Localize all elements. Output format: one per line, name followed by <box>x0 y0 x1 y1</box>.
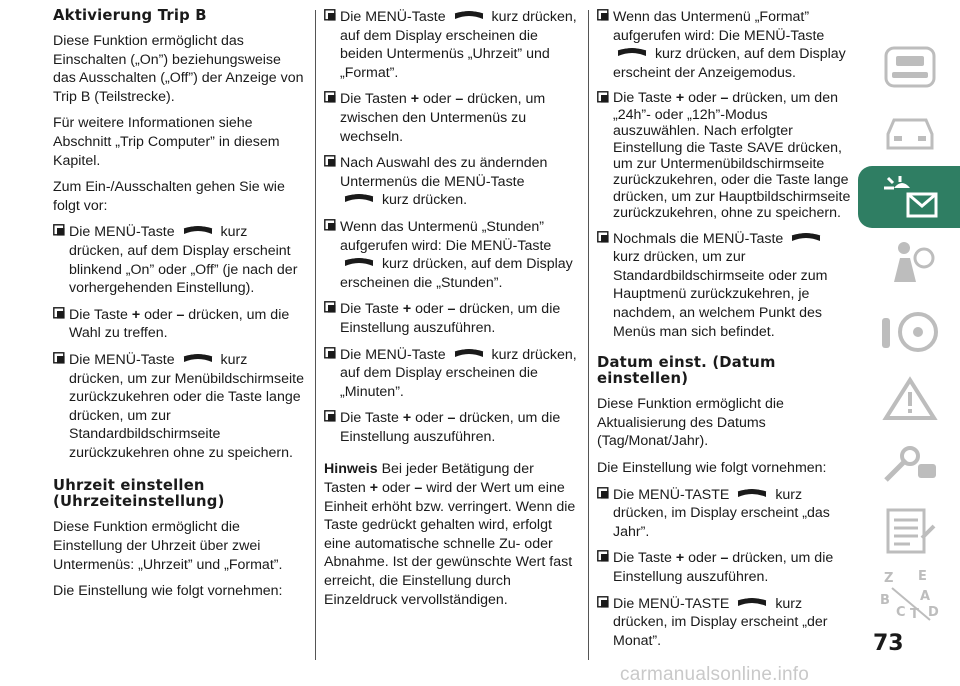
checkbox-bullet-icon <box>597 550 609 562</box>
steering-wheel-icon <box>880 308 940 354</box>
checkbox-bullet-icon <box>53 352 65 364</box>
menu-key-icon <box>342 256 376 270</box>
list-item: Die MENÜ-TASTE kurz drücken, im Display erscheint „der Monat”. <box>597 595 851 651</box>
menu-key-icon <box>452 9 486 23</box>
menu-key-icon <box>789 231 823 245</box>
minus-key: – <box>414 480 423 497</box>
paragraph: Diese Funktion ermöglicht das Einschalten („On”) beziehungsweise das Ausschalten („Off”) der Anzeige von Trip B (Teilstrecke). <box>53 33 304 105</box>
column-divider <box>588 10 589 660</box>
checkbox-bullet-icon <box>597 231 609 243</box>
svg-text:B: B <box>880 593 890 608</box>
paragraph: Die Einstellung wie folgt vornehmen: <box>53 583 283 600</box>
lamp-envelope-icon <box>880 174 940 220</box>
wrench-car-icon <box>880 440 940 486</box>
checkbox-bullet-icon <box>324 410 336 422</box>
checkbox-bullet-icon <box>324 91 336 103</box>
list-item: Die Taste + oder – drücken, um den „24h”- oder „12h”-Modus auszuwählen. Nach erfolgter Einstellung die Taste SAVE drücken, um zur Untermenübildschirmseite zurückzukehren, oder die Taste lange drücken, um zur Hauptbildschirmseite zurückzukehren, ohne zu speichern. <box>597 90 851 221</box>
paragraph: Die Einstellung wie folgt vornehmen: <box>597 459 827 476</box>
car-top-icon <box>880 44 940 90</box>
section-heading-datum: Datum einst. (Datum einstellen) <box>597 354 776 388</box>
list-item: Die MENÜ-Taste kurz drücken, auf dem Display erscheint blinkend „On” oder „Off” (je nach der vorhergehenden Einstellung). <box>53 223 305 297</box>
svg-text:A: A <box>920 589 931 604</box>
checkbox-bullet-icon <box>324 301 336 313</box>
checkbox-bullet-icon <box>597 9 609 21</box>
note-paragraph: Hinweis Bei jeder Betätigung der Tasten + oder – wird der Wert um eine Einheit erhöht bzw. verringert. Wenn die Taste gedrückt gehalten wird, erfolgt eine automatische schnelle Zu- oder Abnahme. Ist der gewünschte Wert fast erreicht, die Einstellung durch Einzeldruck vervollständigen. <box>324 461 576 608</box>
checkbox-bullet-icon <box>597 91 609 103</box>
list-item: Nochmals die MENÜ-Taste kurz drücken, um zur Standardbildschirmseite oder zum Hauptmenü zurückzukehren, je nachdem, an welchem Punkt des Menüs man sich befindet. <box>597 230 851 342</box>
watermark: carmanualsonline.info <box>620 664 810 685</box>
menu-key-icon <box>181 224 215 238</box>
list-item: Die Taste + oder – drücken, um die Wahl zu treffen. <box>53 306 305 343</box>
minus-key: – <box>447 410 456 427</box>
checkbox-bullet-icon <box>324 219 336 231</box>
list-item: Die Taste + oder – drücken, um die Einstellung auszuführen. <box>324 409 578 446</box>
paragraph: Diese Funktion ermöglicht die Einstellung der Uhrzeit über zwei Untermenüs: „Uhrzeit” und „Format”. <box>53 519 283 573</box>
plus-key: + <box>675 550 685 567</box>
tab-index[interactable] <box>858 560 960 622</box>
list-item: Wenn das Untermenü „Stunden” aufgerufen wird: Die MENÜ-Taste kurz drücken, auf dem Display erscheinen die „Stunden”. <box>324 218 578 292</box>
checkbox-bullet-icon <box>324 9 336 21</box>
minus-key: – <box>447 301 456 318</box>
specification-sheet-icon <box>880 508 940 554</box>
svg-text:Z: Z <box>884 571 894 586</box>
tab-dashboard[interactable] <box>858 100 960 162</box>
minus-key: – <box>720 550 729 567</box>
column-1 <box>53 8 305 609</box>
checkbox-bullet-icon <box>597 596 609 608</box>
svg-text:C: C <box>896 605 906 620</box>
column-3 <box>597 8 851 658</box>
checkbox-bullet-icon <box>53 224 65 236</box>
tab-starting-driving[interactable] <box>858 300 960 362</box>
minus-key: – <box>720 90 729 107</box>
list-item: Wenn das Untermenü „Format” aufgerufen wird: Die MENÜ-Taste kurz drücken, auf dem Display erscheint der Anzeigemodus. <box>597 8 851 82</box>
checkbox-bullet-icon <box>324 347 336 359</box>
airbag-person-icon <box>880 238 940 284</box>
paragraph: Diese Funktion ermöglicht die Aktualisierung des Datums (Tag/Monat/Jahr). <box>597 396 784 450</box>
tab-vehicle-overview[interactable] <box>858 36 960 98</box>
tab-safety[interactable] <box>858 230 960 292</box>
alphabet-index-icon <box>880 568 940 624</box>
menu-key-icon <box>452 347 486 361</box>
page-number: 73 <box>873 631 904 656</box>
chapter-tabs <box>858 0 960 686</box>
menu-key-icon <box>342 192 376 206</box>
minus-key: – <box>176 306 185 323</box>
checkbox-bullet-icon <box>324 155 336 167</box>
plus-key: + <box>402 301 412 318</box>
plus-key: + <box>369 480 379 497</box>
minus-key: – <box>455 91 464 108</box>
svg-text:E: E <box>918 569 927 584</box>
list-item: Nach Auswahl des zu ändernden Untermenüs die MENÜ-Taste kurz drücken. <box>324 154 578 210</box>
menu-key-icon <box>735 596 769 610</box>
column-2 <box>324 8 578 617</box>
list-item: Die Taste + oder – drücken, um die Einstellung auszuführen. <box>597 549 851 586</box>
paragraph: Zum Ein-/Ausschalten gehen Sie wie folgt vor: <box>53 179 285 214</box>
section-heading-uhrzeit: Uhrzeit einstellen (Uhrzeiteinstellung) <box>53 477 225 511</box>
svg-text:D: D <box>928 605 939 620</box>
column-divider <box>315 10 316 660</box>
warning-triangle-icon <box>880 376 940 422</box>
checkbox-bullet-icon <box>597 487 609 499</box>
list-item: Die MENÜ-Taste kurz drücken, um zur Menübildschirmseite zurückzukehren oder die Taste lange drücken, um zur Standardbildschirmseite zurückzukehren ohne zu speichern. <box>53 351 305 463</box>
tab-lights-display[interactable] <box>858 166 960 228</box>
list-item: Die MENÜ-Taste kurz drücken, auf dem Display erscheinen die beiden Untermenüs „Uhrzeit” und „Format”. <box>324 8 578 82</box>
plus-key: + <box>410 91 420 108</box>
note-label: Hinweis <box>324 461 378 478</box>
tab-maintenance[interactable] <box>858 432 960 494</box>
plus-key: + <box>675 90 685 107</box>
tab-emergency[interactable] <box>858 368 960 430</box>
list-item: Die Taste + oder – drücken, um die Einstellung auszuführen. <box>324 300 578 337</box>
section-heading-trip-b: Aktivierung Trip B <box>53 7 207 24</box>
tab-technical-data[interactable] <box>858 500 960 562</box>
menu-key-icon <box>615 46 649 60</box>
list-item: Die MENÜ-Taste kurz drücken, auf dem Display erscheinen die „Minuten”. <box>324 346 578 402</box>
plus-key: + <box>131 306 141 323</box>
svg-text:T: T <box>910 607 919 622</box>
list-item: Die MENÜ-TASTE kurz drücken, im Display erscheint „das Jahr”. <box>597 486 851 542</box>
menu-key-icon <box>735 487 769 501</box>
menu-key-icon <box>181 352 215 366</box>
list-item: Die Tasten + oder – drücken, um zwischen den Untermenüs zu wechseln. <box>324 90 578 146</box>
checkbox-bullet-icon <box>53 307 65 319</box>
plus-key: + <box>402 410 412 427</box>
car-front-icon <box>880 108 940 154</box>
paragraph: Für weitere Informationen siehe Abschnitt „Trip Computer” in diesem Kapitel. <box>53 115 280 169</box>
